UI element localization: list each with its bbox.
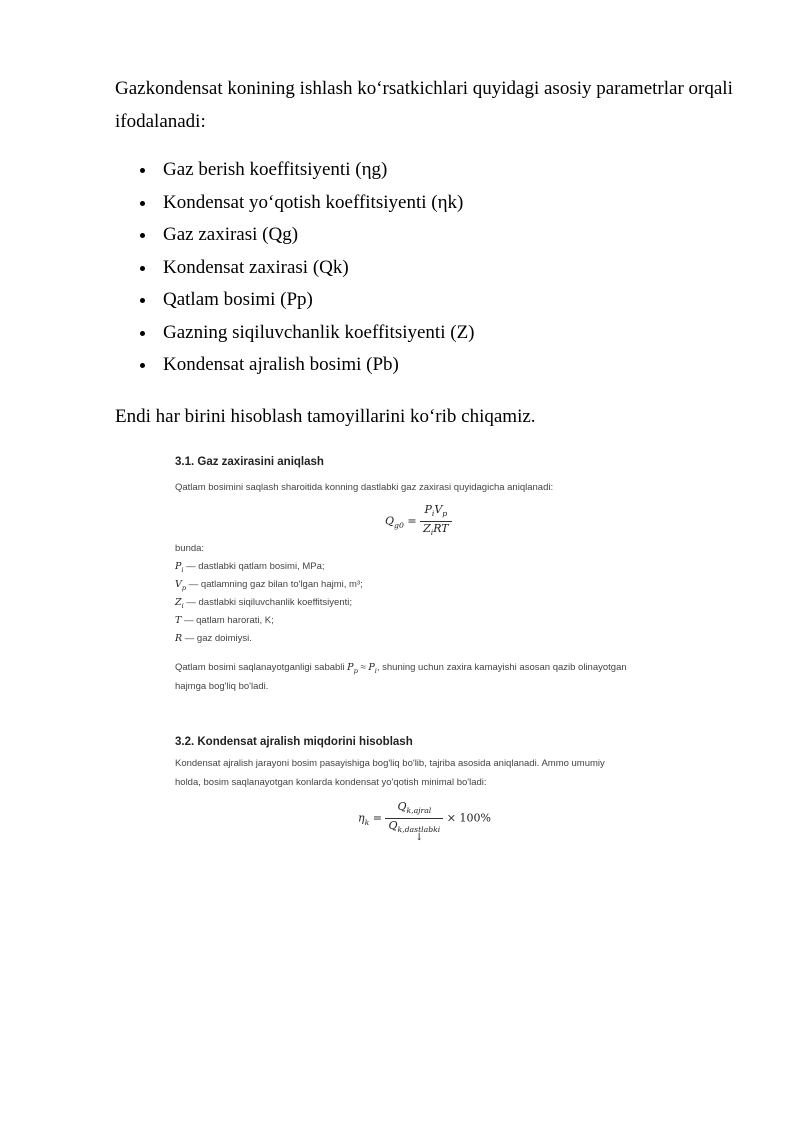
section-heading: 3.1. Gaz zaxirasini aniqlash [175, 456, 324, 468]
list-item: Kondensat yo‘qotish koeffitsiyenti (ηk) [138, 187, 475, 220]
next-paragraph: Endi har birini hisoblash tamoyillarini ko‘rib chiqamiz. [115, 406, 536, 427]
definition-row: $Z_i$ — dastlabki siqiluvchanlik koeffitsiyenti; [175, 597, 352, 610]
condensate-loss-formula: $\eta_k$ = $\frac{Q_{k,ajral}}{Q_{k,dastlabki}}$ × 100% ↓ [358, 800, 491, 843]
bullet-icon [140, 266, 145, 271]
definition-row: T — qatlam harorati, K; [175, 615, 274, 626]
list-item: Kondensat zaxirasi (Qk) [138, 252, 475, 285]
parameter-list [138, 154, 475, 382]
list-item: Kondensat ajralish bosimi (Pb) [138, 349, 475, 382]
section-note: Qatlam bosimi saqlanayotganligi sababli $P_p \approx P_i$, shuning uchun zaxira kamayishi asosan qazib olinayotgan [175, 662, 627, 675]
bullet-icon [140, 168, 145, 173]
bullet-icon [140, 363, 145, 368]
section-note-line2: hajmga bog'liq bo'ladi. [175, 681, 269, 692]
bullet-icon [140, 298, 145, 303]
list-item: Qatlam bosimi (Pp) [138, 284, 475, 317]
section-text: Kondensat ajralish jarayoni bosim pasayishiga bog'liq bo'lib, tajriba asosida aniqlanadi. Ammo umumiy [175, 758, 605, 769]
bullet-icon [140, 201, 145, 206]
section-heading: 3.2. Kondensat ajralish miqdorini hisoblash [175, 736, 413, 748]
definition-row: R — gaz doimiysi. [175, 633, 252, 644]
bullet-icon [140, 233, 145, 238]
bullet-icon [140, 331, 145, 336]
gas-reserve-formula: $Q_{g0}$ = $\frac{P_iV_p}{Z_iRT}$ [385, 503, 452, 540]
intro-paragraph: Gazkondensat konining ishlash ko‘rsatkichlari quyidagi asosiy parametrlar orqali ifodalanadi: [115, 78, 733, 132]
definition-row: $V_p$ — qatlamning gaz bilan to'lgan hajmi, m³; [175, 579, 363, 592]
arrow-down-icon: ↓ [415, 832, 424, 843]
list-item: Gazning siqiluvchanlik koeffitsiyenti (Z) [138, 317, 475, 350]
list-item: Gaz berish koeffitsiyenti (ηg) [138, 154, 475, 187]
embedded-screenshot [170, 448, 690, 848]
list-item: Gaz zaxirasi (Qg) [138, 219, 475, 252]
definition-row: $P_i$ — dastlabki qatlam bosimi, MPa; [175, 561, 325, 574]
section-text: holda, bosim saqlanayotgan konlarda kondensat yo'qotish minimal bo'ladi: [175, 777, 487, 788]
section-text: Qatlam bosimini saqlash sharoitida konning dastlabki gaz zaxirasi quyidagicha aniqlanadi: [175, 482, 554, 493]
where-label: bunda: [175, 543, 205, 554]
